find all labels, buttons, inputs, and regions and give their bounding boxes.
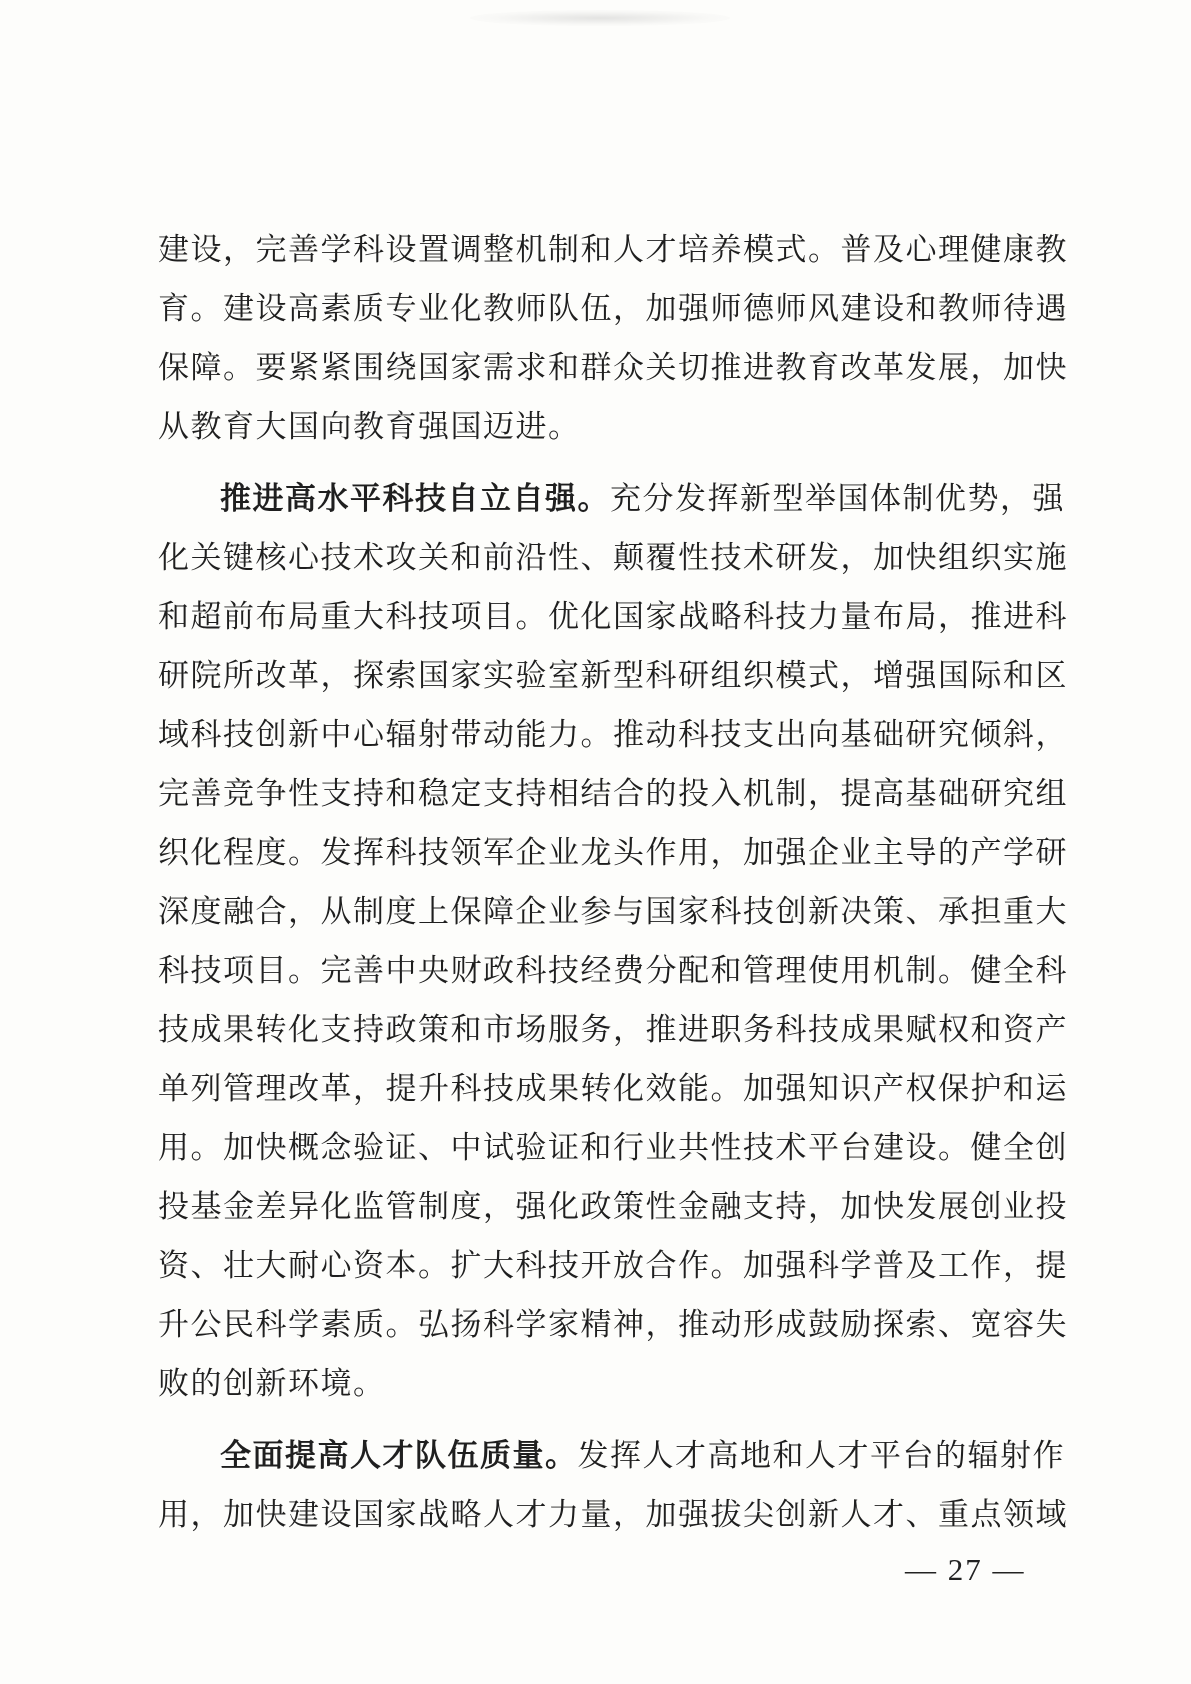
text-line: 单列管理改革，提升科技成果转化效能。加强知识产权保护和运: [158, 1071, 1068, 1107]
text-line: 从教育大国向教育强国迈进。: [158, 409, 581, 445]
text-line: 化关键核心技术攻关和前沿性、颠覆性技术研发，加快组织实施: [158, 540, 1068, 576]
text-line: 完善竞争性支持和稳定支持相结合的投入机制，提高基础研究组: [158, 776, 1068, 812]
text-line: 升公民科学素质。弘扬科学家精神，推动形成鼓励探索、宽容失: [158, 1307, 1068, 1343]
text-line: 织化程度。发挥科技领军企业龙头作用，加强企业主导的产学研: [158, 835, 1068, 871]
text-line: 建设，完善学科设置调整机制和人才培养模式。普及心理健康教: [158, 232, 1068, 268]
text-line: 和超前布局重大科技项目。优化国家战略科技力量布局，推进科: [158, 599, 1068, 635]
text-line: 保障。要紧紧围绕国家需求和群众关切推进教育改革发展，加快: [158, 350, 1068, 386]
heading-line-rest: 发挥人才高地和人才平台的辐射作: [577, 1438, 1065, 1474]
text-line: 技成果转化支持政策和市场服务，推进职务科技成果赋权和资产: [158, 1012, 1068, 1048]
text-line: 育。建设高素质专业化教师队伍，加强师德师风建设和教师待遇: [158, 291, 1068, 327]
text-line: 科技项目。完善中央财政科技经费分配和管理使用机制。健全科: [158, 953, 1068, 989]
paragraph-education: [158, 221, 1068, 457]
text-line: [158, 470, 1065, 529]
scan-smudge: [470, 10, 730, 26]
paragraph-heading: 全面提高人才队伍质量。: [220, 1438, 578, 1474]
heading-line-rest: 充分发挥新型举国体制优势，强: [610, 481, 1065, 517]
text-line: 研院所改革，探索国家实验室新型科研组织模式，增强国际和区: [158, 658, 1068, 694]
text-line: 域科技创新中心辐射带动能力。推动科技支出向基础研究倾斜，: [158, 717, 1068, 753]
text-line: 用。加快概念验证、中试验证和行业共性技术平台建设。健全创: [158, 1130, 1068, 1166]
page-number: — 27 —: [905, 1552, 1026, 1587]
text-line: 投基金差异化监管制度，强化政策性金融支持，加快发展创业投: [158, 1189, 1068, 1225]
text-line: 资、壮大耐心资本。扩大科技开放合作。加强科学普及工作，提: [158, 1248, 1068, 1284]
text-line: 深度融合，从制度上保障企业参与国家科技创新决策、承担重大: [158, 894, 1068, 930]
text-line: 用，加快建设国家战略人才力量，加强拔尖创新人才、重点领域: [158, 1497, 1068, 1533]
paragraph-science-technology: [158, 470, 1068, 1414]
paragraph-heading: 推进高水平科技自立自强。: [220, 481, 610, 517]
text-line: [158, 1427, 1065, 1486]
paragraph-talent: [158, 1427, 1068, 1545]
text-line: 败的创新环境。: [158, 1366, 386, 1402]
body-text: [158, 221, 1068, 1545]
